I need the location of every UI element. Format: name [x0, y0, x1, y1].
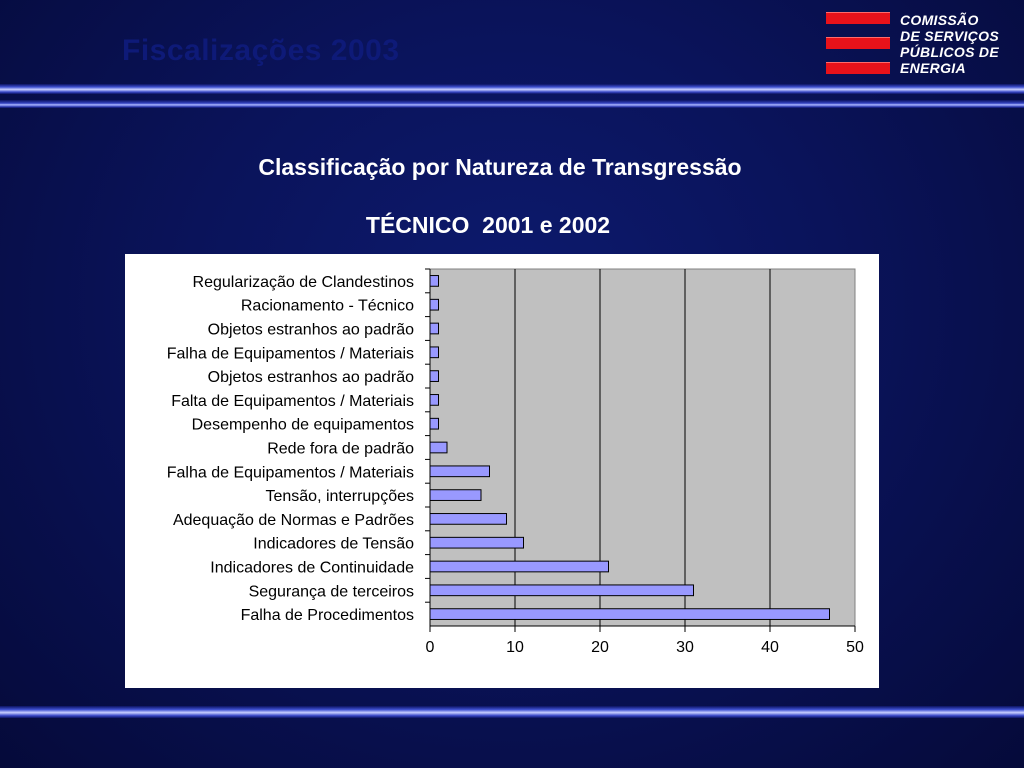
- category-label: Tensão, interrupções: [265, 488, 414, 506]
- category-label: Regularização de Clandestinos: [192, 273, 414, 291]
- bar: [430, 537, 524, 548]
- page-header-title: Fiscalizações 2003: [122, 34, 400, 67]
- bar: [430, 347, 439, 358]
- x-tick-label: 0: [425, 639, 435, 656]
- category-label: Objetos estranhos ao padrão: [207, 369, 414, 387]
- x-tick-label: 20: [591, 639, 609, 656]
- bar: [430, 395, 439, 406]
- bar: [430, 299, 439, 310]
- logo-line-1: COMISSÃO: [900, 12, 979, 28]
- category-label: Objetos estranhos ao padrão: [207, 321, 414, 339]
- category-label: Indicadores de Tensão: [253, 535, 414, 553]
- bar: [430, 609, 830, 620]
- category-label: Segurança de terceiros: [248, 583, 414, 601]
- bar: [430, 323, 439, 334]
- logo-line-3: PÚBLICOS DE: [900, 44, 999, 60]
- logo-bars-icon: [826, 12, 892, 78]
- category-label: Falta de Equipamentos / Materiais: [171, 392, 414, 410]
- bar: [430, 490, 481, 501]
- bar: [430, 371, 439, 382]
- category-label: Falha de Procedimentos: [240, 607, 414, 625]
- chart-panel: [125, 254, 879, 688]
- header-divider-stripe-secondary: [0, 100, 1024, 108]
- plot-area: [430, 269, 855, 626]
- organization-logo: [826, 12, 1022, 78]
- logo-text: [900, 12, 999, 76]
- bar: [430, 276, 439, 287]
- bar: [430, 585, 694, 596]
- category-label: Falha de Equipamentos / Materiais: [166, 464, 414, 482]
- bar: [430, 561, 609, 572]
- bar: [430, 514, 507, 525]
- category-label: Rede fora de padrão: [267, 440, 414, 458]
- x-tick-label: 50: [846, 639, 864, 656]
- category-label: Indicadores de Continuidade: [210, 559, 414, 577]
- logo-line-2: DE SERVIÇOS: [900, 28, 999, 44]
- bar: [430, 442, 447, 453]
- footer-divider-stripe: [0, 706, 1024, 718]
- category-label: Desempenho de equipamentos: [191, 416, 414, 434]
- x-tick-label: 30: [676, 639, 694, 656]
- category-label: Adequação de Normas e Padrões: [172, 511, 414, 529]
- header-divider-stripe: [0, 84, 1024, 94]
- category-label: Racionamento - Técnico: [240, 297, 414, 315]
- slide-title: Classificação por Natureza de Transgressão: [258, 154, 742, 180]
- bar: [430, 466, 490, 477]
- category-label: Falha de Equipamentos / Materiais: [166, 345, 414, 363]
- x-tick-label: 10: [506, 639, 524, 656]
- x-tick-label: 40: [761, 639, 779, 656]
- logo-line-4: ENERGIA: [900, 60, 966, 76]
- bar: [430, 418, 439, 429]
- slide-subtitle: TÉCNICO 2001 e 2002: [365, 212, 611, 238]
- bar-chart: [125, 254, 879, 688]
